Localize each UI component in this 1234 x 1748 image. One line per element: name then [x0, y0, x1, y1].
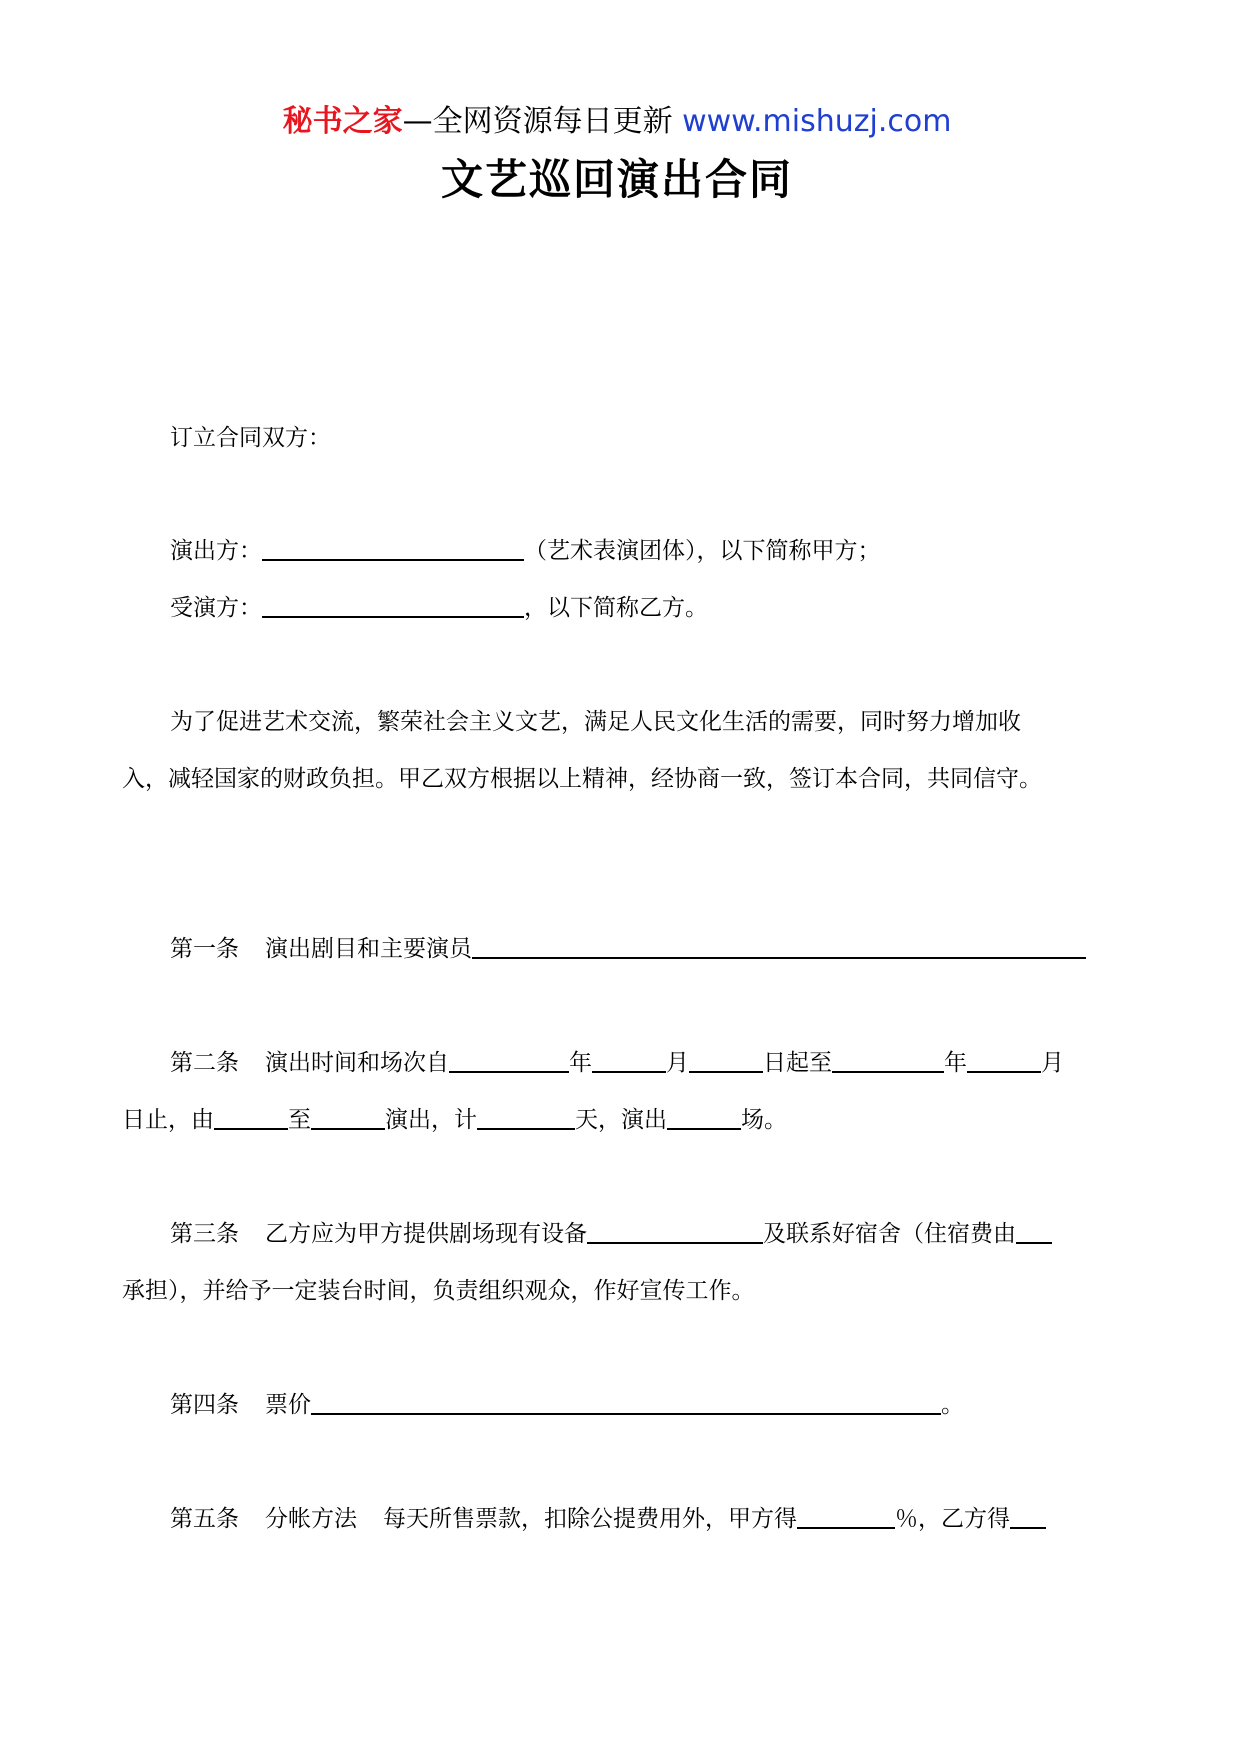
- receiver-label: 受演方：: [170, 595, 262, 621]
- article-3-line-1: [122, 1206, 1160, 1263]
- performer-suffix: （艺术表演团体），以下简称甲方；: [524, 538, 881, 564]
- to-label: 至: [288, 1107, 311, 1133]
- article-1-blank[interactable]: [472, 934, 1086, 959]
- site-brand: 秘书之家: [282, 104, 403, 139]
- day-from: 日起至: [763, 1050, 832, 1076]
- shows-blank[interactable]: [667, 1105, 741, 1130]
- receiver-suffix: ，以下简称乙方。: [524, 595, 708, 621]
- days-blank[interactable]: [477, 1105, 575, 1130]
- receiver-line: [122, 580, 1160, 637]
- article-4-number: 第四条: [170, 1392, 239, 1418]
- from-place-blank[interactable]: [214, 1105, 288, 1130]
- to-place-blank[interactable]: [311, 1105, 385, 1130]
- article-2-line-1: [122, 1035, 1160, 1092]
- article-3-line-2: 承担），并给予一定装台时间，负责组织观众，作好宣传工作。: [122, 1278, 755, 1304]
- performer-label: 演出方：: [170, 538, 262, 564]
- site-slogan: —全网资源每日更新: [402, 104, 683, 139]
- article-1-text: 演出剧目和主要演员: [265, 936, 472, 962]
- lodging-payer-blank[interactable]: [1016, 1219, 1052, 1244]
- article-5-text: 分帐方法: [265, 1506, 357, 1532]
- article-4-text: 票价: [265, 1392, 311, 1418]
- year-2: 年: [944, 1050, 967, 1076]
- article-3-number: 第三条: [170, 1221, 239, 1247]
- performer-blank[interactable]: [262, 536, 524, 561]
- article-5-text-2: 每天所售票款，扣除公提费用外，甲方得: [383, 1506, 797, 1532]
- article-1: [122, 921, 1160, 978]
- article-4-end: 。: [941, 1392, 964, 1418]
- article-2-line-2: [122, 1092, 1112, 1149]
- receiver-blank[interactable]: [262, 593, 524, 618]
- article-2-number: 第二条: [170, 1050, 239, 1076]
- start-year-blank[interactable]: [449, 1048, 569, 1073]
- article-5: [122, 1491, 1160, 1548]
- performer-line: [122, 523, 1160, 580]
- shows-label: 场。: [741, 1107, 787, 1133]
- days-label: 天，演出: [575, 1107, 667, 1133]
- end-year-blank[interactable]: [832, 1048, 944, 1073]
- article-4: [122, 1377, 1160, 1434]
- equipment-blank[interactable]: [587, 1219, 763, 1244]
- parties-heading: 订立合同双方：: [170, 425, 331, 451]
- article-3-text-2: 及联系好宿舍（住宿费由: [763, 1221, 1016, 1247]
- document-title: 文艺巡回演出合同: [440, 155, 793, 204]
- percent-label: ％，乙方得: [895, 1506, 1010, 1532]
- day-to: 日止，由: [122, 1107, 214, 1133]
- month-2: 月: [1041, 1050, 1064, 1076]
- party-a-share-blank[interactable]: [797, 1504, 895, 1529]
- month-1: 月: [666, 1050, 689, 1076]
- article-1-number: 第一条: [170, 936, 239, 962]
- end-month-blank[interactable]: [967, 1048, 1041, 1073]
- start-month-blank[interactable]: [592, 1048, 666, 1073]
- preamble-line-2: 入，减轻国家的财政负担。甲乙双方根据以上精神，经协商一致，签订本合同，共同信守。: [122, 766, 1042, 792]
- perform-label: 演出，计: [385, 1107, 477, 1133]
- preamble-line-1: 为了促进艺术交流，繁荣社会主义文艺，满足人民文化生活的需要，同时努力增加收: [170, 709, 1021, 735]
- site-url[interactable]: www.mishuzj.com: [682, 104, 952, 139]
- start-day-blank[interactable]: [689, 1048, 763, 1073]
- article-5-number: 第五条: [170, 1506, 239, 1532]
- ticket-price-blank[interactable]: [311, 1390, 941, 1415]
- article-2-text: 演出时间和场次自: [265, 1050, 449, 1076]
- year-1: 年: [569, 1050, 592, 1076]
- article-3-text: 乙方应为甲方提供剧场现有设备: [265, 1221, 587, 1247]
- site-header: [0, 102, 1234, 142]
- party-b-share-blank[interactable]: [1010, 1504, 1046, 1529]
